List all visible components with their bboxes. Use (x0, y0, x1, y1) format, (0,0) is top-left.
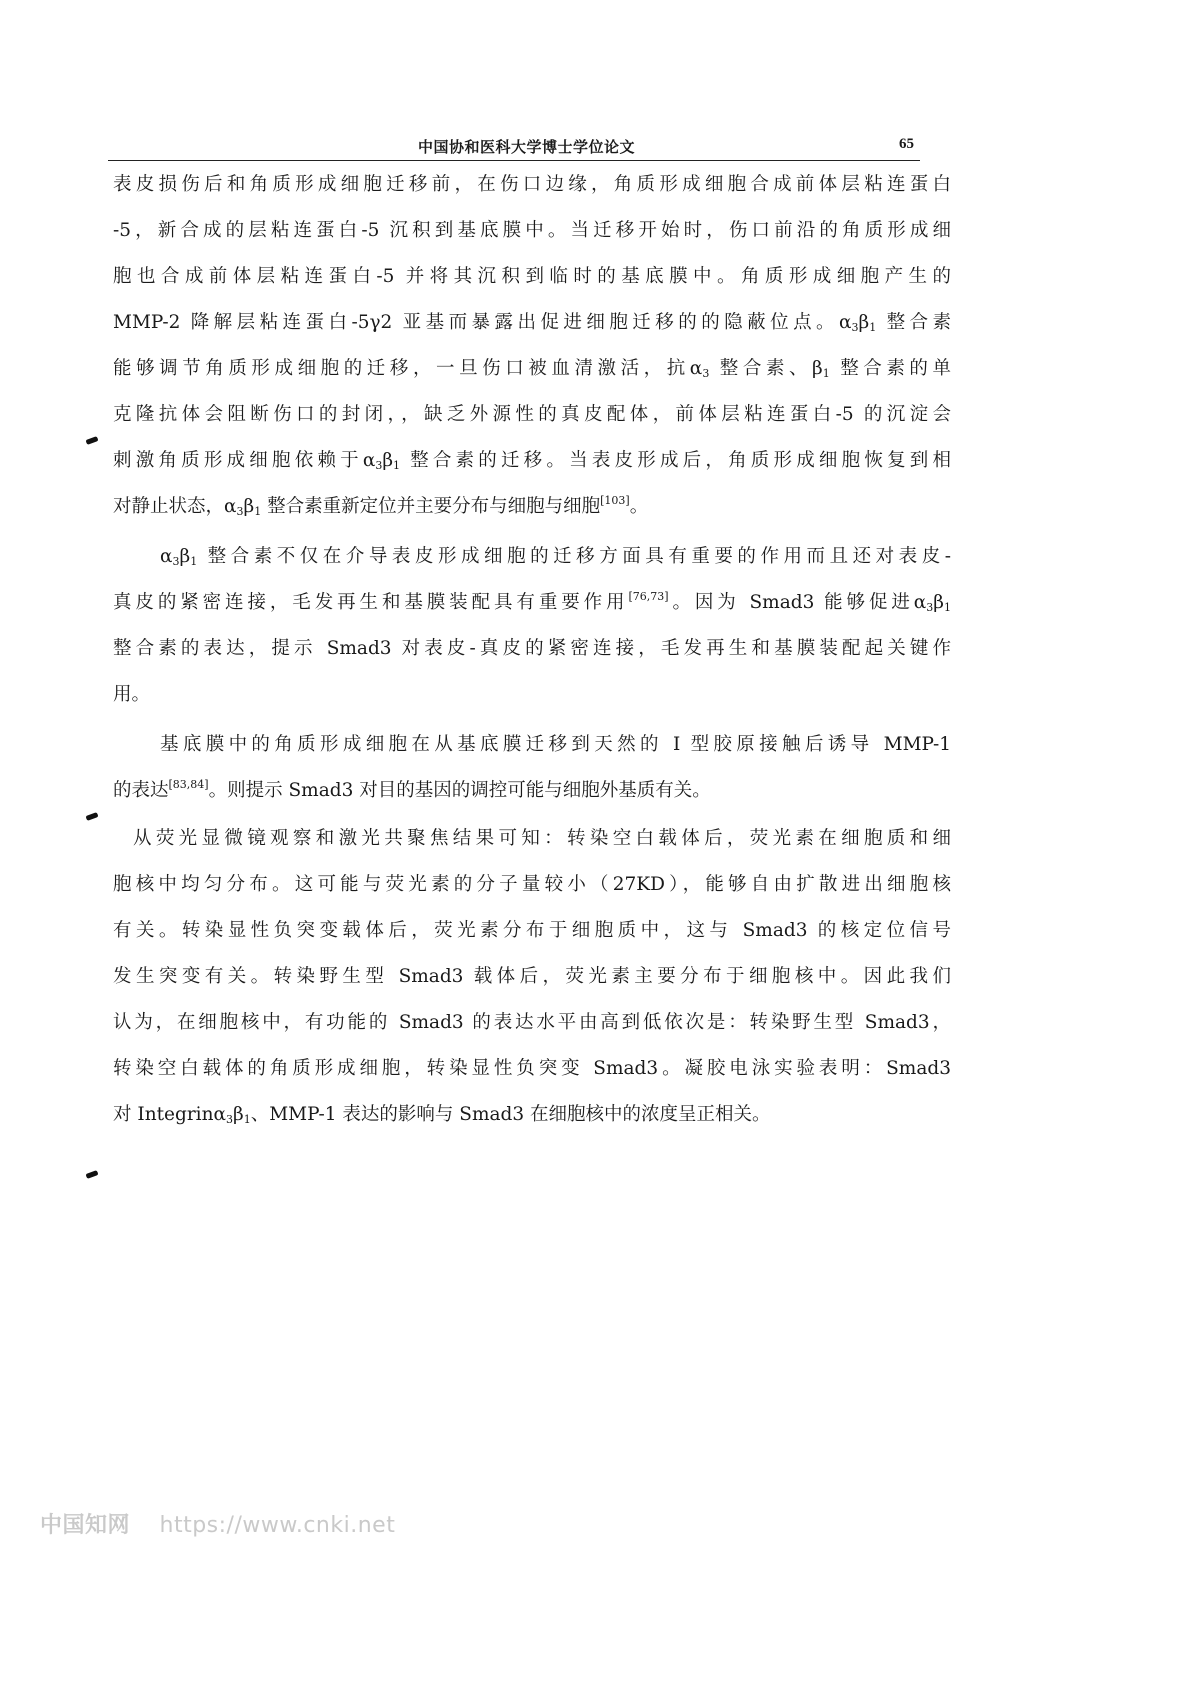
paragraph-3-line-1: 基底膜中的角质形成细胞在从基底膜迁移到天然的 I 型胶原接触后诱导 MMP-1 (160, 734, 951, 755)
paragraph-3-line-2: 的表达[83,84]。则提示 Smad3 对目的基因的调控可能与细胞外基质有关。 (113, 778, 711, 801)
scan-mark (86, 1170, 99, 1179)
paragraph-2-line-2: 真皮的紧密连接，毛发再生和基膜装配具有重要作用[76,73]。因为 Smad3 能够促进$\alpha_3\beta_1$ (113, 590, 951, 614)
watermark-footer (40, 1508, 395, 1539)
paragraph-1-line-1: 表皮损伤后和角质形成细胞迁移前，在伤口边缘，角质形成细胞合成前体层粘连蛋白 (113, 174, 951, 195)
header-title: 中国协和医科大学博士学位论文 (418, 138, 636, 156)
paragraph-2-line-3: 整合素的表达，提示 Smad3 对表皮-真皮的紧密连接，毛发再生和基膜装配起关键作 (113, 638, 951, 659)
paragraph-1-line-3: 胞也合成前体层粘连蛋白-5 并将其沉积到临时的基底膜中。角质形成细胞产生的 (113, 266, 951, 287)
scan-mark (86, 812, 99, 821)
paragraph-2-line-1: $\alpha_3\beta_1$ 整合素不仅在介导表皮形成细胞的迁移方面具有重要的作用而且还对表皮- (160, 546, 951, 568)
paragraph-4-line-6: 转染空白载体的角质形成细胞，转染显性负突变 Smad3。凝胶电泳实验表明：Smad3 (113, 1058, 951, 1079)
paragraph-1-line-8: 对静止状态，$\alpha_3\beta_1$ 整合素重新定位并主要分布与细胞与细胞[103]。 (113, 494, 649, 518)
paragraph-1-line-6: 克隆抗体会阻断伤口的封闭，，缺乏外源性的真皮配体，前体层粘连蛋白-5 的沉淀会 (113, 404, 951, 425)
paragraph-4-line-5: 认为，在细胞核中，有功能的 Smad3 的表达水平由高到低依次是：转染野生型 Smad3， (113, 1012, 951, 1033)
page-number: 65 (899, 136, 914, 152)
scan-mark (86, 436, 99, 445)
paragraph-4-line-1: 从荧光显微镜观察和激光共聚焦结果可知：转染空白载体后，荧光素在细胞质和细 (133, 828, 951, 849)
paragraph-4-line-4: 发生突变有关。转染野生型 Smad3 载体后，荧光素主要分布于细胞核中。因此我们 (113, 966, 951, 987)
paragraph-1-line-5: 能够调节角质形成细胞的迁移，一旦伤口被血清激活，抗$\alpha_3$ 整合素、$\beta_1$ 整合素的单 (113, 358, 951, 380)
paragraph-1-line-2: -5，新合成的层粘连蛋白-5 沉积到基底膜中。当迁移开始时，伤口前沿的角质形成细 (113, 220, 951, 241)
paragraph-2-line-4: 用。 (113, 684, 151, 705)
running-header (108, 136, 920, 161)
cnki-logo: 中国知网 (40, 1513, 131, 1538)
paragraph-4-line-7: 对 $Integrin\alpha_3\beta_1$、MMP-1 表达的影响与 Smad3 在细胞核中的浓度呈正相关。 (113, 1104, 771, 1126)
paragraph-1-line-7: 刺激角质形成细胞依赖于$\alpha_3\beta_1$ 整合素的迁移。当表皮形成后，角质形成细胞恢复到相 (113, 450, 951, 472)
paragraph-1-line-4: MMP-2 降解层粘连蛋白-5γ2 亚基而暴露出促进细胞迁移的的隐蔽位点。$\alpha_3\beta_1$ 整合素 (113, 312, 951, 334)
cnki-url: https://www.cnki.net (159, 1513, 396, 1538)
paragraph-4-line-2: 胞核中均匀分布。这可能与荧光素的分子量较小（27KD），能够自由扩散进出细胞核 (113, 874, 951, 895)
paragraph-4-line-3: 有关。转染显性负突变载体后，荧光素分布于细胞质中，这与 Smad3 的核定位信号 (113, 920, 951, 941)
